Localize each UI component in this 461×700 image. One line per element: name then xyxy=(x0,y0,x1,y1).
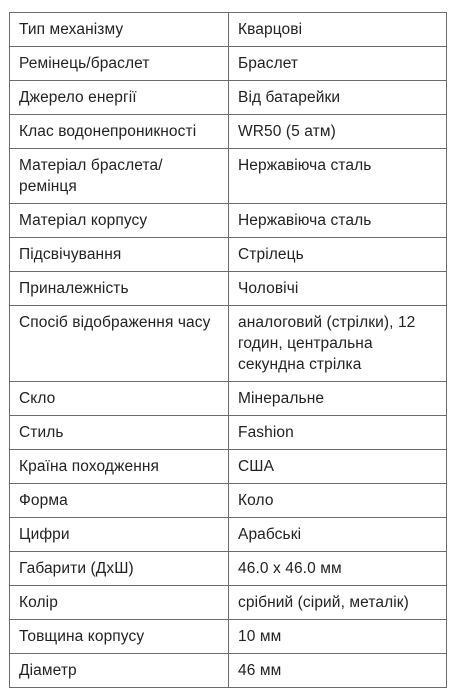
table-row xyxy=(10,13,447,47)
spec-value: WR50 (5 атм) xyxy=(229,115,447,149)
spec-label: Клас водонепроникності xyxy=(10,115,229,149)
table-row xyxy=(10,416,447,450)
spec-label: Габарити (ДхШ) xyxy=(10,552,229,586)
spec-label: Матеріал корпусу xyxy=(10,204,229,238)
table-row xyxy=(10,47,447,81)
table-row xyxy=(10,115,447,149)
spec-value: Від батарейки xyxy=(229,81,447,115)
table-row xyxy=(10,238,447,272)
spec-value: США xyxy=(229,450,447,484)
spec-value: Нержавіюча сталь xyxy=(229,149,447,204)
spec-value: Нержавіюча сталь xyxy=(229,204,447,238)
spec-value: Чоловічі xyxy=(229,272,447,306)
spec-value: Мінеральне xyxy=(229,382,447,416)
spec-label: Стиль xyxy=(10,416,229,450)
spec-label: Матеріал браслета/ ремінця xyxy=(10,149,229,204)
spec-value: 10 мм xyxy=(229,620,447,654)
spec-table xyxy=(9,12,447,688)
table-row xyxy=(10,450,447,484)
spec-value: Браслет xyxy=(229,47,447,81)
spec-value: Арабські xyxy=(229,518,447,552)
spec-label: Країна походження xyxy=(10,450,229,484)
spec-value: Fashion xyxy=(229,416,447,450)
table-row xyxy=(10,306,447,382)
spec-value: Кварцові xyxy=(229,13,447,47)
spec-value: Стрілець xyxy=(229,238,447,272)
table-row xyxy=(10,586,447,620)
table-row xyxy=(10,272,447,306)
spec-label: Спосіб відображення часу xyxy=(10,306,229,382)
table-row xyxy=(10,654,447,688)
spec-label: Ремінець/браслет xyxy=(10,47,229,81)
spec-label: Форма xyxy=(10,484,229,518)
table-row xyxy=(10,81,447,115)
spec-label: Товщина корпусу xyxy=(10,620,229,654)
table-row xyxy=(10,552,447,586)
spec-label: Джерело енергії xyxy=(10,81,229,115)
spec-value: Коло xyxy=(229,484,447,518)
table-row xyxy=(10,620,447,654)
table-row xyxy=(10,518,447,552)
spec-value: 46 мм xyxy=(229,654,447,688)
table-row xyxy=(10,382,447,416)
spec-label: Підсвічування xyxy=(10,238,229,272)
spec-label: Скло xyxy=(10,382,229,416)
spec-value: аналоговий (стрілки), 12 годин, центральна секундна стрілка xyxy=(229,306,447,382)
table-row xyxy=(10,484,447,518)
spec-label: Цифри xyxy=(10,518,229,552)
spec-value: 46.0 x 46.0 мм xyxy=(229,552,447,586)
spec-label: Тип механізму xyxy=(10,13,229,47)
spec-label: Приналежність xyxy=(10,272,229,306)
spec-label: Діаметр xyxy=(10,654,229,688)
spec-value: срібний (сірий, металік) xyxy=(229,586,447,620)
spec-label: Колір xyxy=(10,586,229,620)
table-row xyxy=(10,204,447,238)
table-row xyxy=(10,149,447,204)
